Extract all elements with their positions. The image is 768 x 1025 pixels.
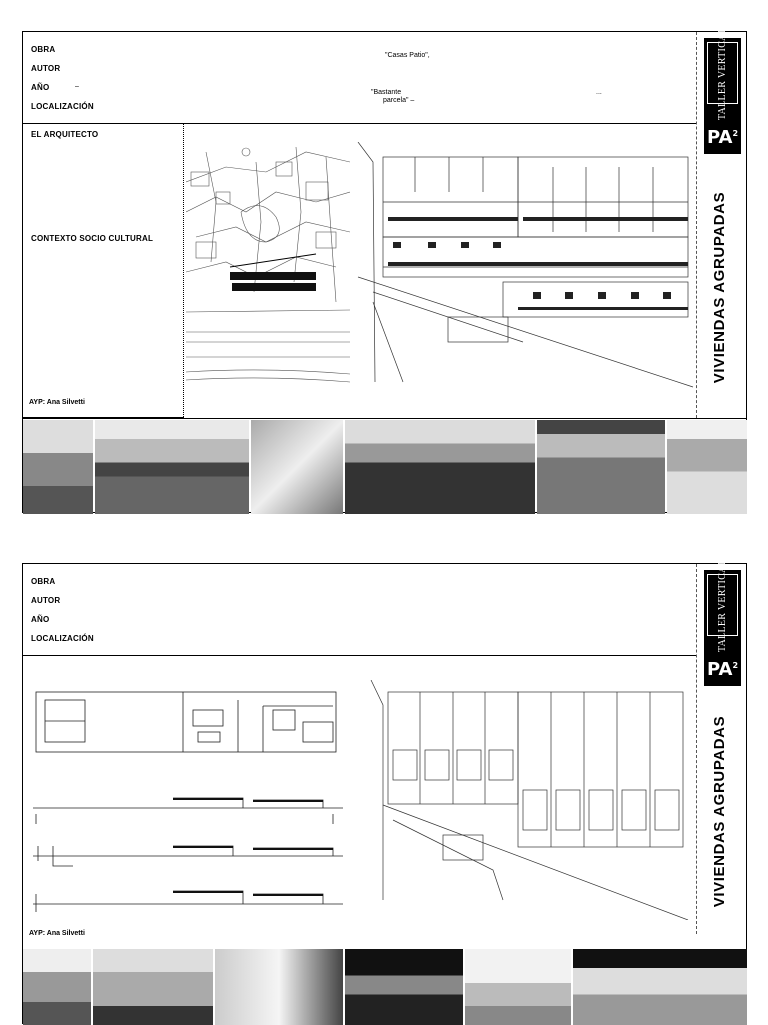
photo-facade xyxy=(465,949,571,1025)
photo-patios xyxy=(345,420,535,514)
photo-interior-1 xyxy=(23,949,91,1025)
logo-sup: 2 xyxy=(732,129,739,138)
parcela-text: parcela" – xyxy=(383,97,415,104)
bastante-text: "Bastante xyxy=(371,89,402,96)
ayp-credit: AYP: Ana Silvetti xyxy=(29,930,85,937)
left-column xyxy=(23,124,184,417)
taller-vertical-logo xyxy=(704,558,741,686)
photo-courtyard xyxy=(95,420,249,514)
ayp-credit: AYP: Ana Silvetti xyxy=(29,399,85,406)
logo-taller-text: TALLER VERTICAL xyxy=(717,26,728,120)
sheet-1 xyxy=(22,26,747,513)
sheet-2 xyxy=(22,558,747,1024)
side-bar xyxy=(696,558,746,934)
logo-taller-text: TALLER VERTICAL xyxy=(717,558,728,652)
section-contexto: CONTEXTO SOCIO CULTURAL xyxy=(31,234,154,243)
photo-model xyxy=(251,420,343,514)
side-bar xyxy=(696,26,746,418)
label-autor: AUTOR xyxy=(31,596,61,605)
vertical-title: VIVIENDAS AGRUPADAS xyxy=(711,715,729,908)
logo-sup: 2 xyxy=(732,661,739,670)
site-plan-drawing xyxy=(186,142,350,387)
photo-interior-2 xyxy=(93,949,213,1025)
header-box xyxy=(23,32,697,124)
label-anio: AÑO xyxy=(31,615,50,624)
logo-pa-text: PA xyxy=(706,659,733,680)
photo-strip xyxy=(23,949,747,1025)
taller-vertical-logo xyxy=(704,26,741,154)
photo-terrace xyxy=(537,420,665,514)
vertical-title: VIVIENDAS AGRUPADAS xyxy=(711,191,729,383)
header-box xyxy=(23,564,697,656)
label-localizacion: LOCALIZACIÓN xyxy=(31,634,94,643)
anio-dash: – xyxy=(75,83,79,90)
house-plan-elevations xyxy=(33,686,343,916)
label-localizacion: LOCALIZACIÓN xyxy=(31,102,94,111)
label-anio: AÑO xyxy=(31,83,50,92)
photo-interior-3 xyxy=(215,949,343,1025)
section-el-arquitecto: EL ARQUITECTO xyxy=(31,130,99,139)
ellipsis-text: ... xyxy=(596,89,602,96)
logo-pa-text: PA xyxy=(706,127,733,148)
ground-plan-drawing xyxy=(353,142,695,392)
photo-stairs xyxy=(23,420,93,514)
label-obra: OBRA xyxy=(31,45,56,54)
label-autor: AUTOR xyxy=(31,64,61,73)
photo-model xyxy=(573,949,747,1025)
label-obra: OBRA xyxy=(31,577,56,586)
grouped-housing-plan xyxy=(353,680,693,920)
photo-wall xyxy=(667,420,747,514)
photo-interior-4 xyxy=(345,949,463,1025)
obra-value: "Casas Patio", xyxy=(385,52,430,59)
photo-strip xyxy=(23,418,747,514)
